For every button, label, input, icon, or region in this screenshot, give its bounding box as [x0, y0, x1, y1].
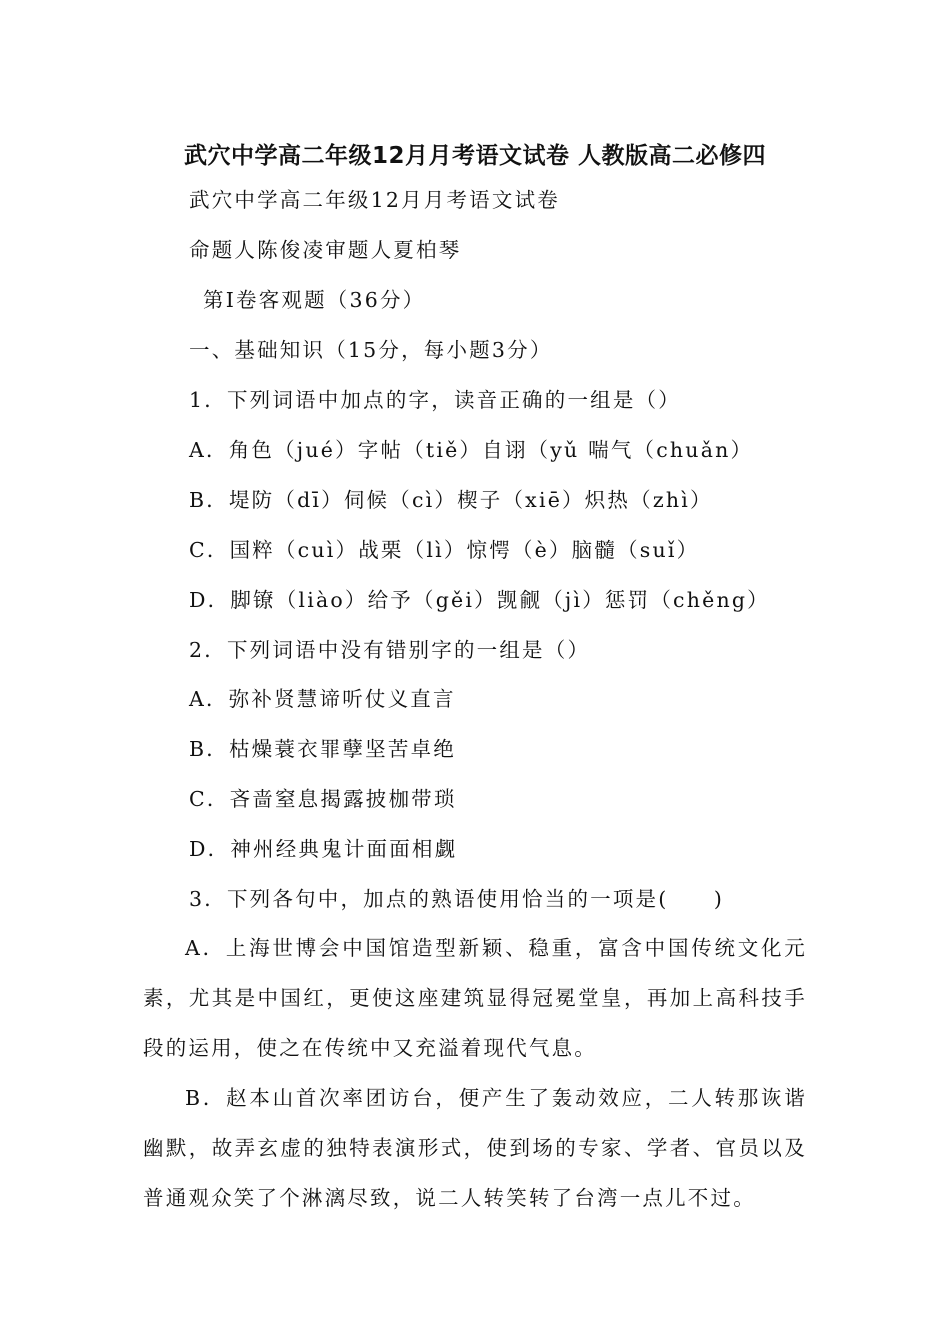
question-2-stem: 2．下列词语中没有错别字的一组是（）	[189, 638, 591, 662]
exam-subtitle: 武穴中学高二年级12月月考语文试卷	[189, 188, 560, 212]
section-heading: 一、基础知识（15分，每小题3分）	[189, 338, 553, 362]
exam-authors: 命题人陈俊凌审题人夏柏琴	[189, 238, 462, 262]
question-2-option-d: D．神州经典鬼计面面相觑	[189, 837, 458, 861]
question-3-option-b: B．赵本山首次率团访台，便产生了轰动效应，二人转那诙谐幽默，故弄玄虚的独特表演形式，使到场的专家、学者、官员以及普通观众笑了个淋漓尽致，说二人转笑转了台湾一点儿不过。	[143, 1086, 807, 1210]
question-2-option-a: A．弥补贤慧谛听仗义直言	[189, 687, 456, 711]
question-1-option-a: A．角色（jué）字帖（tiě）自诩（yǔ 喘气（chuǎn）	[189, 438, 754, 462]
question-3-stem: 3．下列各句中，加点的熟语使用恰当的一项是( )	[189, 887, 725, 911]
question-1-option-b: B．堤防（dī）伺候（cì）楔子（xiē）炽热（zhì）	[189, 488, 713, 512]
document-title: 武穴中学高二年级12月月考语文试卷 人教版高二必修四	[183, 143, 766, 169]
question-2-option-b: B．枯燥蓑衣罪孽坚苦卓绝	[189, 737, 456, 761]
question-1-stem: 1．下列词语中加点的字，读音正确的一组是（）	[189, 388, 681, 412]
question-1-option-c: C．国粹（cuì）战栗（lì）惊愕（è）脑髓（suǐ）	[189, 538, 700, 562]
question-1-option-d: D．脚镣（liào）给予（gěi）觊觎（jì）惩罚（chěng）	[189, 588, 770, 612]
part-heading: 第Ⅰ卷客观题（36分）	[203, 288, 426, 312]
question-3-option-a: A．上海世博会中国馆造型新颖、稳重，富含中国传统文化元素，尤其是中国红，更使这座建筑显得冠冕堂皇，再加上高科技手段的运用，使之在传统中又充溢着现代气息。	[143, 936, 807, 1060]
question-2-option-c: C．吝啬窒息揭露披枷带琐	[189, 787, 457, 811]
